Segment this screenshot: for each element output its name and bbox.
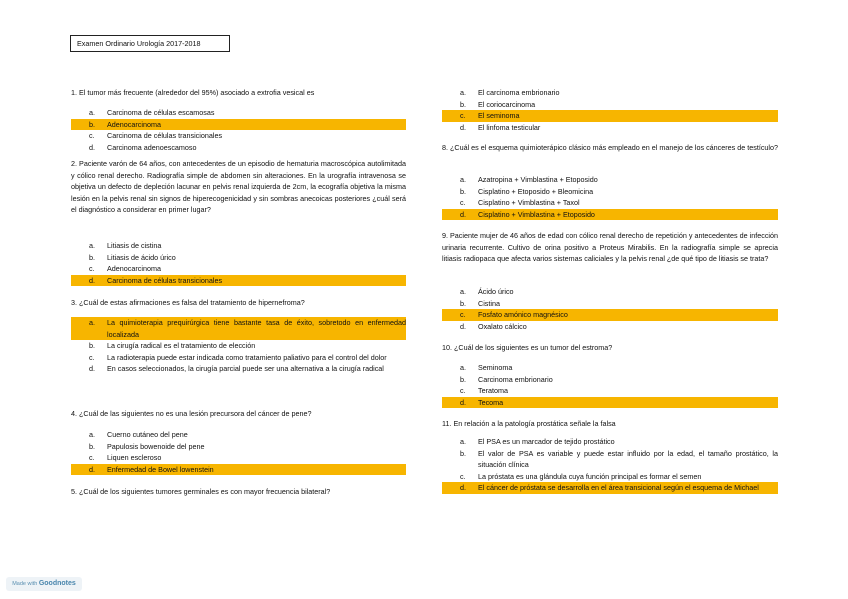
option-1d[interactable]: d. Carcinoma adenoescamoso [89,142,197,152]
question-11-options [442,436,778,494]
option-11c[interactable]: c. La próstata es una glándula cuya función principal es formar el semen [460,471,702,481]
option-1b[interactable]: b. Adenocarcinoma [71,119,406,131]
option-11d[interactable]: d. El cáncer de próstata se desarrolla en el área transicional según el esquema de Michael [442,482,778,494]
exam-title: Examen Ordinario Urología 2017-2018 [70,35,230,52]
question-2: 2. Paciente varón de 64 años, con antecedentes de un episodio de hematuria macroscópica autolimitada y cólico renal derecho. Radiografía simple de abdomen sin alteraciones. En la urografía intravenosa se objetiva un defecto de depleción lacunar en pelvis renal izquierda de 2cm, la ecografía objetiva la misma lesión en la pelvis renal sin signos de hiperecogenicidad y sin sombras anecoicas posteriores ¿cuál será el diagnóstico a considerar en primer lugar? [71,159,406,214]
option-3a[interactable]: a. La quimioterapia prequirúrgica tiene bastante tasa de éxito, sobretodo en enfermedad localizada [71,317,406,340]
option-8b[interactable]: b. Cisplatino + Etoposido + Bleomicina [460,186,594,196]
watermark-brand: Goodnotes [38,580,76,587]
question-10-options [442,362,778,408]
option-3d[interactable]: d. En casos seleccionados, la cirugía parcial puede ser una alternativa a la cirugía radical [89,364,384,373]
option-2b[interactable]: b. Litiasis de ácido úrico [89,252,176,262]
option-10d[interactable]: d. Tecoma [442,397,778,409]
option-3c[interactable]: c. La radioterapia puede estar indicada como tratamiento paliativo para el control del dolor [89,352,387,362]
option-4d[interactable]: d. Enfermedad de Bowel lowenstein [71,464,406,476]
question-1-options [71,107,406,153]
option-5a[interactable]: a. El carcinoma embrionario [460,88,560,97]
option-4a[interactable]: a. Cuerno cutáneo del pene [89,430,188,439]
question-5-options [442,87,778,133]
option-8c[interactable]: c. Cisplatino + Vimblastina + Taxol [460,198,580,207]
option-10a[interactable]: a. Seminoma [460,363,513,372]
question-9: 9. Paciente mujer de 46 años de edad con cólico renal derecho de repetición y antecedentes de infección urinaria recurrente. Cultivo de orina positivo a Proteus Mirabilis. En la radiografía simple se aprecia litiasis radiopaca que afecta varios sistemas caliciales y la pelvis renal ¿de qué tipo de litiasis se trata? [442,231,778,263]
watermark-prefix: Made with [12,581,38,587]
question-2-options [71,240,406,286]
goodnotes-watermark [6,577,82,591]
option-10c[interactable]: c. Teratoma [460,386,508,395]
question-1: 1. El tumor más frecuente (alrededor del 95%) asociado a extrofia vesical es [71,88,315,97]
question-9-options [442,286,778,332]
question-8-options [442,174,778,220]
question-10: 10. ¿Cuál de los siguientes es un tumor del estroma? [442,343,613,352]
question-4: 4. ¿Cuál de las siguientes no es una lesión precursora del cáncer de pene? [71,409,312,418]
question-3-options [71,317,406,375]
question-11: 11. En relación a la patología prostática señale la falsa [442,419,616,428]
option-5d[interactable]: d. El linfoma testicular [460,122,541,132]
question-4-options [71,429,406,475]
option-5c[interactable]: c. El seminoma [442,110,778,122]
question-8: 8. ¿Cuál es el esquema quimioterápico clásico más empleado en el manejo de los cánceres de testículo? [442,143,778,152]
option-9a[interactable]: a. Ácido úrico [460,287,514,296]
option-1a[interactable]: a. Carcinoma de células escamosas [89,108,215,117]
option-4b[interactable]: b. Papulosis bowenoide del pene [89,441,205,451]
option-8d[interactable]: d. Cisplatino + Vimblastina + Etoposido [442,209,778,221]
option-2c[interactable]: c. Adenocarcinoma [89,264,161,273]
question-3: 3. ¿Cuál de estas afirmaciones es falsa del tratamiento de hipernefroma? [71,298,305,307]
option-11a[interactable]: a. El PSA es un marcador de tejido prostático [460,437,615,446]
option-2a[interactable]: a. Litiasis de cistina [89,241,162,250]
option-11b[interactable]: b. El valor de PSA es variable y puede estar influido por la edad, el tamaño prostático, la situación clínica [460,448,778,469]
option-10b[interactable]: b. Carcinoma embrionario [460,374,553,384]
option-2d[interactable]: d. Carcinoma de células transicionales [71,275,406,287]
question-5: 5. ¿Cuál de los siguientes tumores germinales es con mayor frecuencia bilateral? [71,487,331,496]
option-5b[interactable]: b. El coriocarcinoma [460,99,536,109]
option-4c[interactable]: c. Liquen escleroso [89,453,162,462]
option-8a[interactable]: a. Azatropina + Vimblastina + Etoposido [460,175,598,184]
option-9c[interactable]: c. Fosfato amónico magnésico [442,309,778,321]
option-9b[interactable]: b. Cistina [460,298,500,308]
option-3b[interactable]: b. La cirugía radical es el tratamiento de elección [89,341,256,350]
option-1c[interactable]: c. Carcinoma de células transicionales [89,131,223,140]
option-9d[interactable]: d. Oxalato cálcico [460,321,527,331]
